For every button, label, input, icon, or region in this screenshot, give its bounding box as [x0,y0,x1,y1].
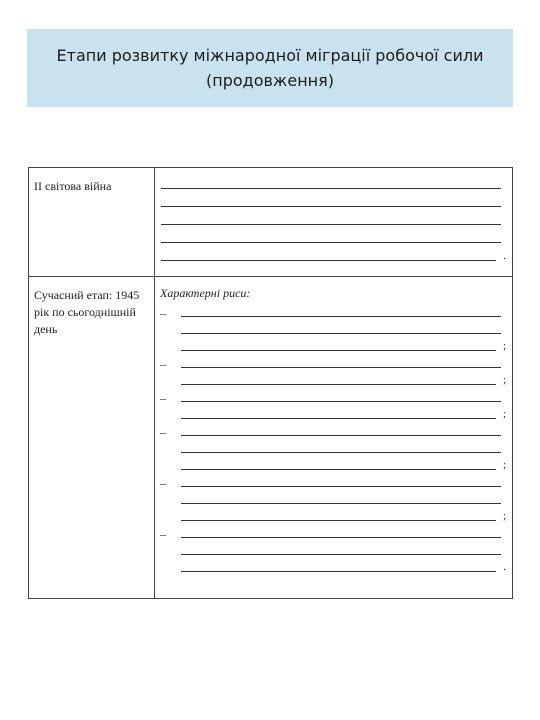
semicolon-mark: ; [502,510,506,522]
dash-marker: – [160,476,166,490]
slide-title-banner [27,29,513,107]
blank-line[interactable] [181,402,506,420]
stage-answer-cell [155,277,513,599]
semicolon-mark: ; [502,374,506,386]
blank-line[interactable] [161,171,501,189]
blank-line[interactable] [181,436,501,453]
dash-marker: – [160,357,166,371]
dash-marker: – [160,306,166,320]
feature-item [155,300,506,351]
blank-line[interactable] [181,504,506,522]
feature-item [155,470,506,521]
blank-line[interactable] [181,385,501,402]
period-mark: . [503,250,506,262]
blank-line[interactable] [161,225,501,243]
blank-line[interactable] [181,351,501,368]
blank-line[interactable] [181,555,506,573]
table-row [29,277,513,599]
blank-line[interactable] [181,334,506,352]
semicolon-mark: ; [502,340,506,352]
blank-line[interactable] [181,317,501,334]
blank-line[interactable] [181,300,501,317]
blank-line[interactable] [181,470,501,487]
feature-item [155,351,506,385]
stage-answer-cell [155,168,513,277]
feature-item [155,419,506,470]
dash-marker: – [160,425,166,439]
feature-item [155,521,506,572]
dash-marker: – [160,527,166,541]
blank-line[interactable] [161,207,501,225]
slide-title-line-2: (продовження) [206,71,334,90]
blank-line[interactable] [161,189,501,207]
period-mark: . [503,561,506,573]
answer-lines [155,168,512,261]
blank-line[interactable] [181,538,501,555]
semicolon-mark: ; [502,408,506,420]
features-heading: Характерні риси: [160,286,251,300]
blank-line[interactable] [181,419,501,436]
table-row [29,168,513,277]
stages-table [28,167,513,599]
feature-item [155,385,506,419]
slide-title-line-1: Етапи розвитку міжнародної міграції робочої сили [56,46,484,65]
blank-line[interactable] [181,453,506,471]
dash-marker: – [160,391,166,405]
stage-label-ww2: ІІ світова війна [29,168,155,277]
stage-label-modern: Сучасний етап: 1945 рік по сьогоднішній день [29,277,155,599]
blank-line[interactable] [181,487,501,504]
semicolon-mark: ; [502,459,506,471]
blank-line[interactable] [161,243,506,262]
blank-line[interactable] [181,368,506,386]
blank-line[interactable] [181,521,501,538]
